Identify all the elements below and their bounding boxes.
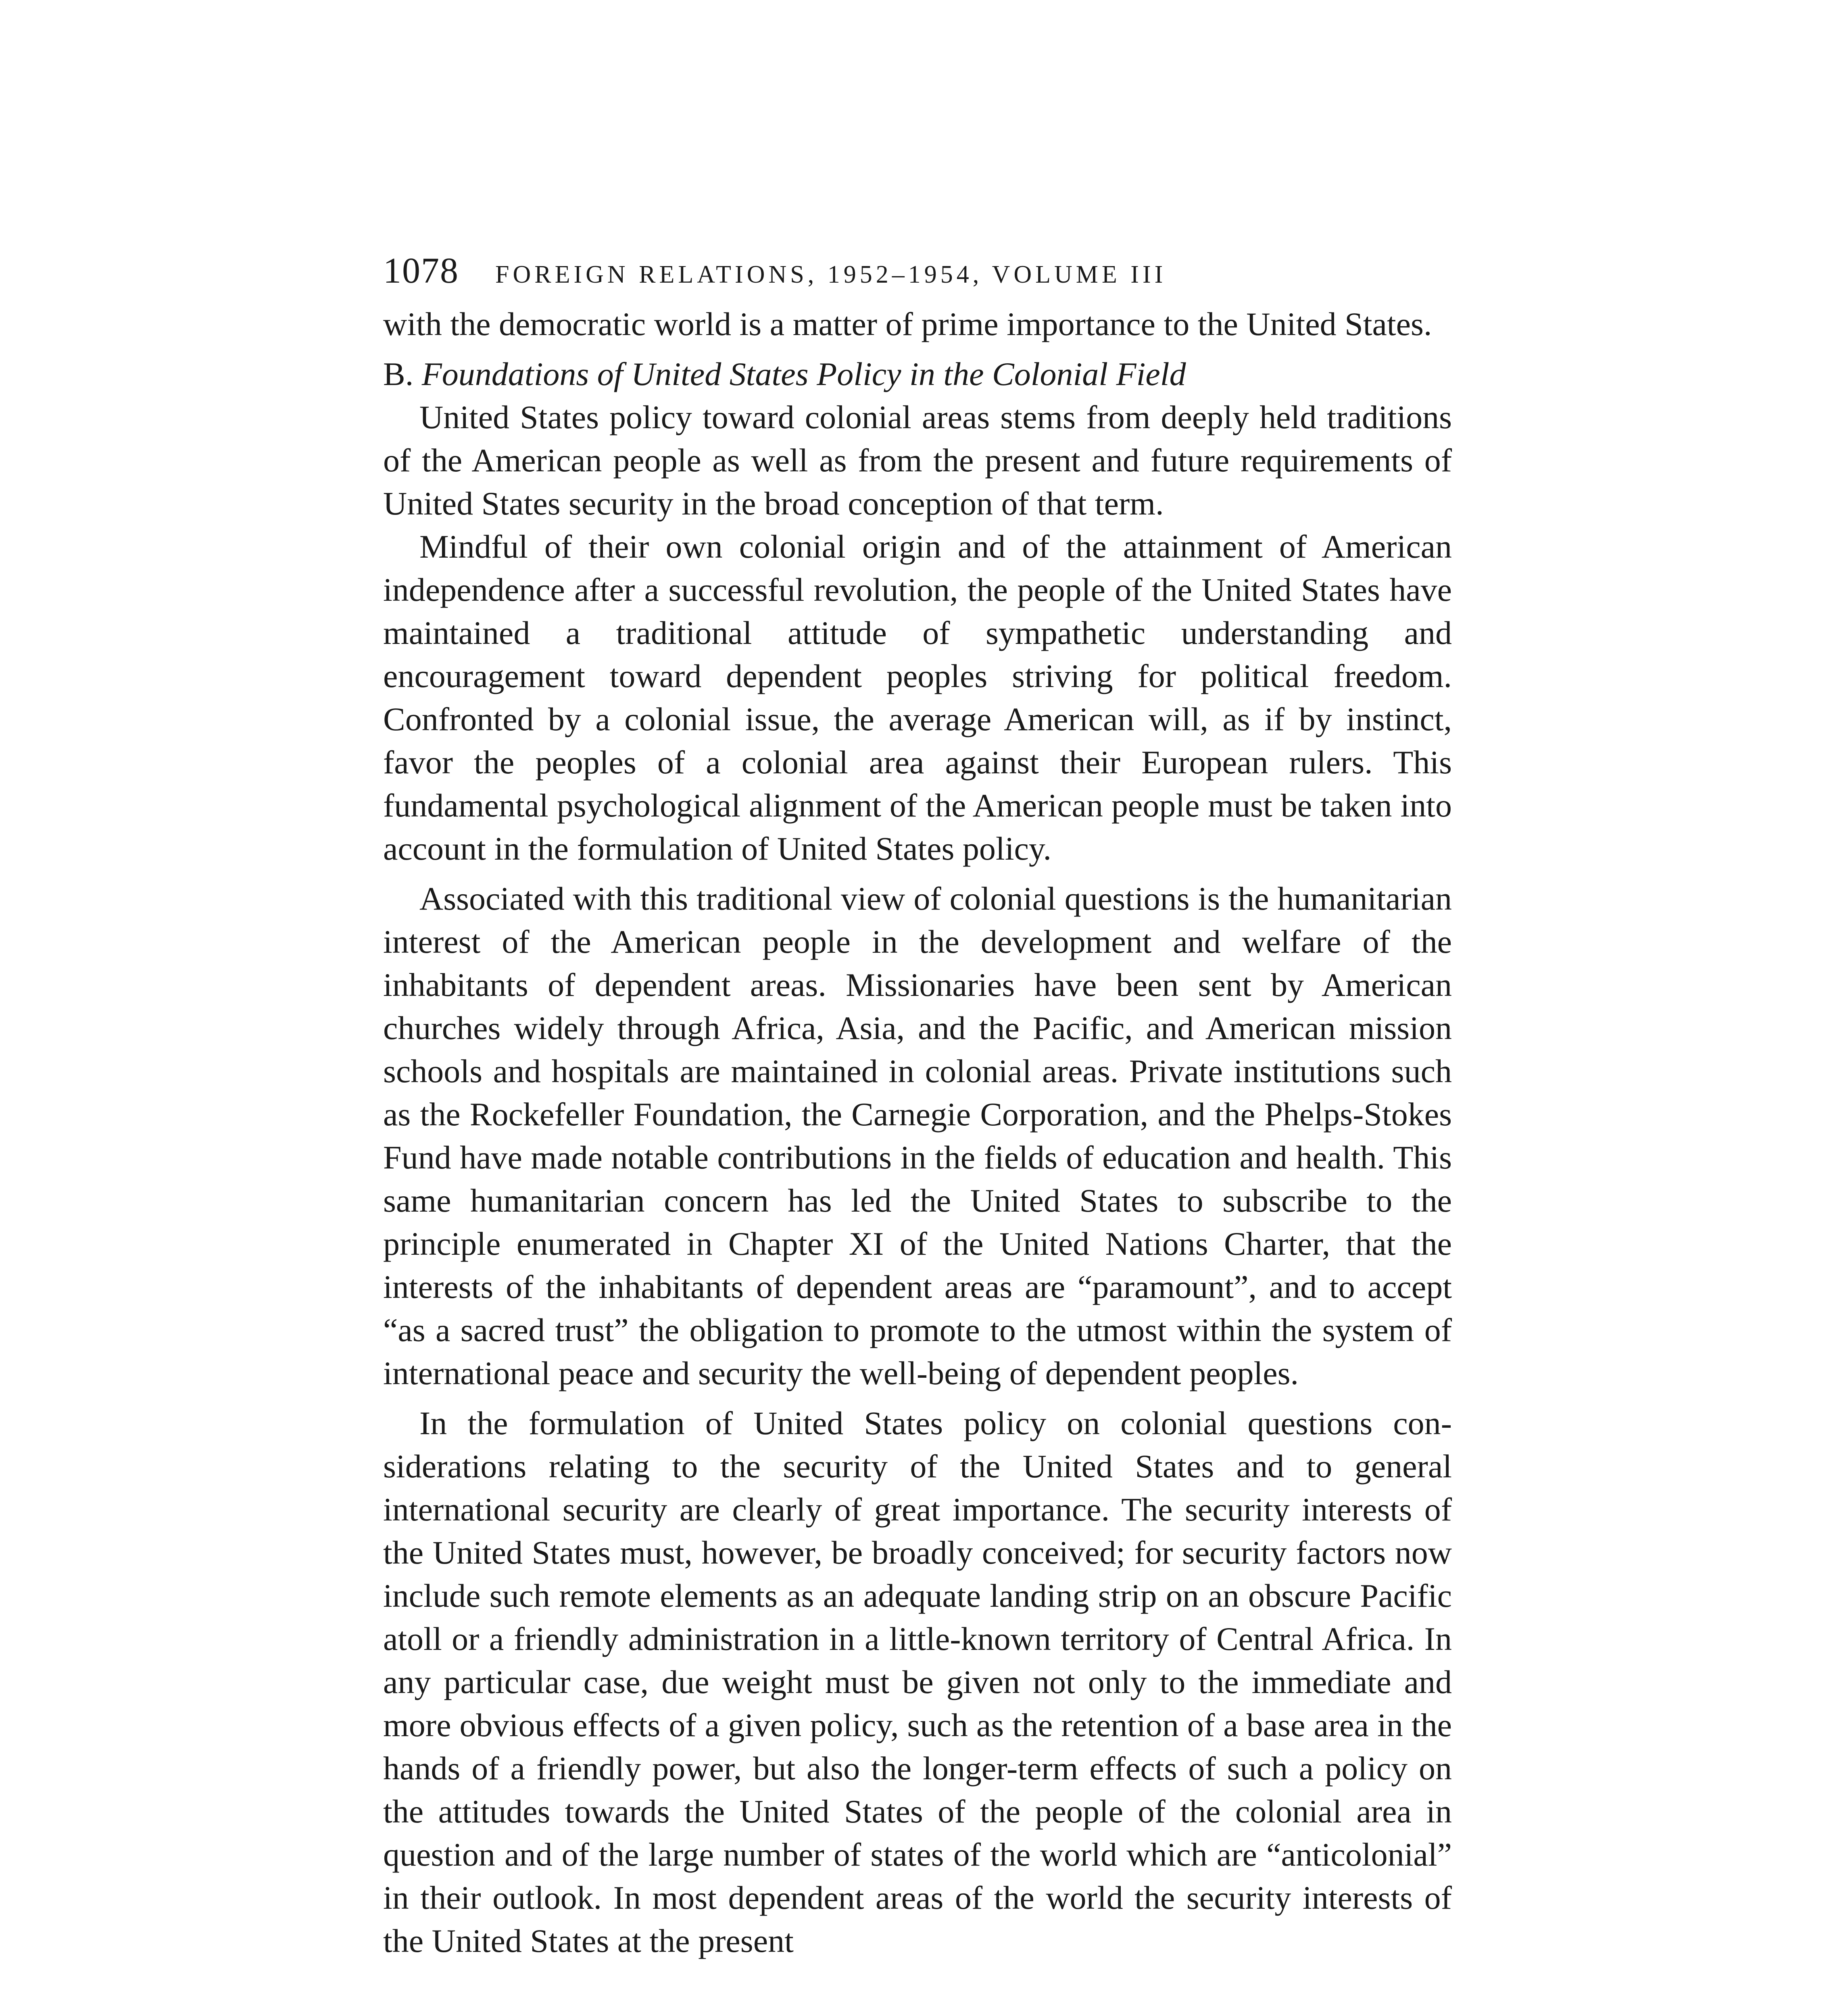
- section-title: Foundations of United States Policy in the Colonial Field: [421, 356, 1186, 392]
- page-number: 1078: [383, 251, 459, 291]
- body-paragraph: Associated with this traditional view of colonial questions is the humanitarian interest of the American people in the development and welfare of the inhabitants of dependent areas. Missionaries have been sent by American churches widely through Africa, Asia, and the Pacific, and American mission schools and hospitals are maintained in colonial areas. Private institutions such as the Rockefeller Foundation, the Carnegie Corporation, and the Phelps-Stokes Fund have made notable contributions in the fields of education and health. This same humanitarian concern has led the United States to subscribe to the principle enumerated in Chapter XI of the United Nations Charter, that the interests of the inhabitants of dependent areas are “paramount”, and to accept “as a sacred trust” the obligation to promote to the utmost within the system of international peace and security the well-being of dependent peoples.: [383, 880, 1452, 1391]
- body-paragraph: Mindful of their own colonial origin and of the attainment of American independence after a successful revolution, the people of the United States have maintained a traditional attitude of sympathetic understanding and encouragement toward dependent peoples striving for political freedom. Confronted by a colonial issue, the average American will, as if by instinct, favor the peoples of a colonial area against their European rulers. This fundamental psychological alignment of the American people must be taken into account in the formulation of United States policy.: [383, 528, 1452, 867]
- body-paragraph: United States policy toward colonial areas stems from deeply held traditions of the American people as well as from the present and future requirements of United States security in the broad conception of that term.: [383, 399, 1452, 522]
- section-letter: B.: [383, 356, 414, 392]
- page-header: [383, 250, 1452, 294]
- running-head: FOREIGN RELATIONS, 1952–1954, VOLUME III: [495, 261, 1167, 288]
- continuation-paragraph: with the democratic world is a matter of prime importance to the United States.: [383, 306, 1432, 342]
- document-page: [383, 250, 1452, 1962]
- section-heading: [383, 352, 1452, 396]
- body-paragraph: In the formulation of United States policy on colonial questions considerations relating to the security of the United States and to general international security are clearly of great importance. The security interests of the United States must, however, be broadly conceived; for security factors now include such remote elements as an adequate landing strip on an obscure Pacific atoll or a friendly administration in a little-known territory of Central Africa. In any particular case, due weight must be given not only to the immediate and more obvious effects of a given policy, such as the retention of a base area in the hands of a friendly power, but also the longer-term effects of such a policy on the attitudes towards the United States of the people of the colonial area in question and of the large number of states of the world which are “anticolonial” in their outlook. In most dependent areas of the world the security interests of the United States at the present: [383, 1405, 1452, 1959]
